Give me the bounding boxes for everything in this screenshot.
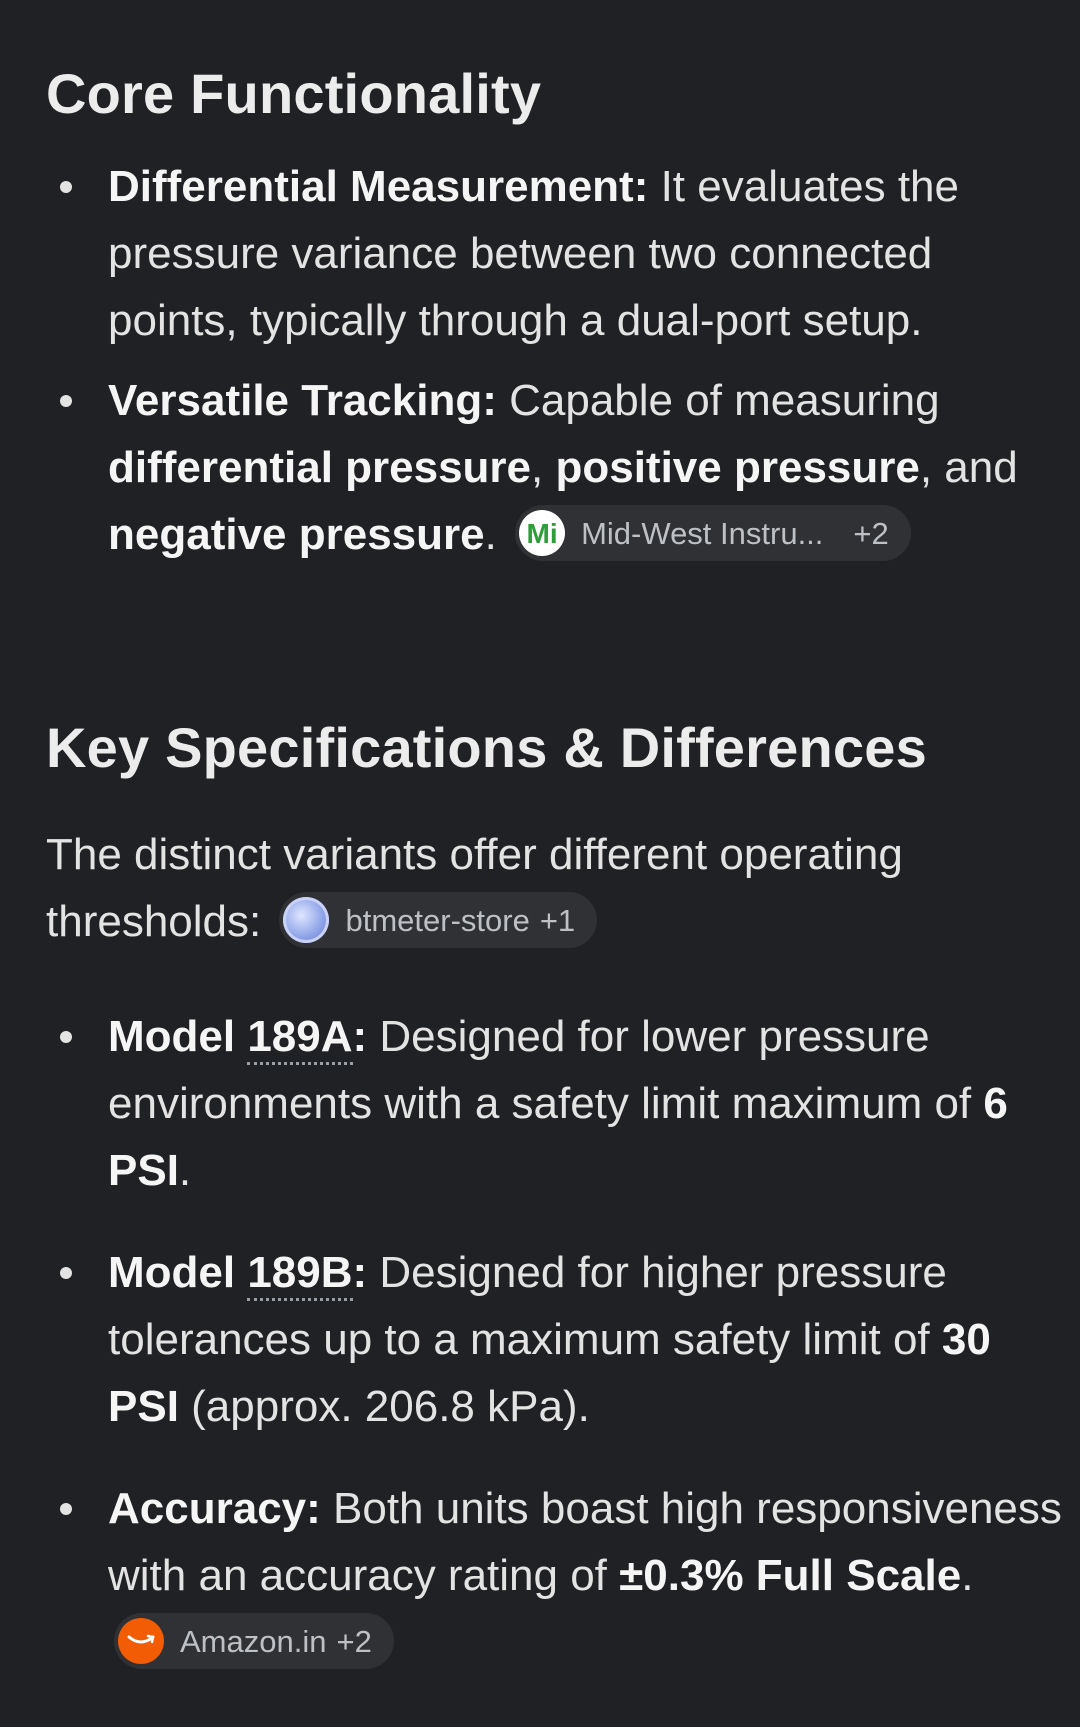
bold-term: differential pressure — [108, 443, 532, 492]
source-chip-label: btmeter-store — [345, 902, 530, 938]
list-item-text — [108, 1475, 1068, 1676]
list-item-model-189b — [46, 1239, 1036, 1440]
source-chip-count: +1 — [539, 902, 576, 938]
bullet-dot — [60, 181, 72, 193]
intro-paragraph — [46, 821, 1006, 955]
source-chip-label: Amazon.in — [180, 1623, 327, 1659]
bold-value: 6 PSI — [108, 1079, 1008, 1195]
list-item-model-189a — [46, 1003, 1036, 1204]
list-item-text — [108, 1003, 1068, 1204]
amazon-smile-icon — [126, 1632, 156, 1650]
model-link-189b[interactable]: 189B — [247, 1248, 352, 1301]
item-body: Capable of measuring — [496, 376, 940, 425]
list-item-differential-measurement — [46, 153, 1036, 354]
source-chip-btmeter[interactable] — [279, 892, 597, 948]
item-label: Differential Measurement: — [108, 162, 649, 211]
source-chip-label: Mid-West Instru... — [581, 515, 824, 551]
list-item-versatile-tracking — [46, 367, 1036, 568]
list-item-accuracy — [46, 1475, 1062, 1676]
bold-value: ±0.3% Full Scale — [619, 1551, 962, 1600]
label-prefix: Model — [108, 1248, 248, 1297]
bold-value: 30 PSI — [108, 1315, 991, 1431]
item-label: Accuracy: — [108, 1484, 321, 1533]
bullet-dot — [60, 1031, 72, 1043]
section-heading-key-specifications: Key Specifications & Differences — [46, 716, 927, 779]
list-item-text — [108, 153, 1068, 354]
item-suffix: (approx. 206.8 kPa). — [178, 1382, 590, 1431]
mid-west-logo-icon: Mi — [519, 510, 565, 556]
globe-icon — [283, 897, 329, 943]
source-chip-mid-west[interactable] — [515, 505, 911, 561]
item-body: Both units boast high responsiveness with an accuracy rating of — [108, 1484, 1062, 1600]
period: . — [178, 1146, 192, 1195]
item-body: Designed for higher pressure tolerances up to a maximum safety limit of — [108, 1248, 947, 1364]
separator: , — [531, 443, 556, 492]
bold-term: positive pressure — [555, 443, 920, 492]
bold-term: negative pressure — [108, 510, 485, 559]
bullet-dot — [60, 395, 72, 407]
model-link-189a[interactable]: 189A — [247, 1012, 352, 1065]
label-prefix: Model — [108, 1012, 248, 1061]
section-heading-core-functionality: Core Functionality — [46, 62, 542, 125]
source-chip-count: +2 — [336, 1623, 372, 1659]
period: . — [484, 510, 497, 559]
source-chip-count: +2 — [853, 515, 889, 551]
bullet-dot — [60, 1503, 72, 1515]
source-chip-amazon[interactable] — [114, 1613, 394, 1669]
item-label — [108, 1248, 367, 1301]
item-label — [108, 1012, 367, 1065]
item-body: It evaluates the pressure variance between two connected points, typically through a dual-port setup. — [108, 162, 960, 345]
intro-text: The distinct variants offer different operating thresholds: — [46, 830, 903, 946]
label-colon: : — [352, 1248, 368, 1297]
item-label: Versatile Tracking: — [108, 376, 497, 425]
period: . — [961, 1551, 974, 1600]
list-item-text — [108, 367, 1068, 568]
label-colon: : — [352, 1012, 368, 1061]
amazon-icon — [118, 1618, 164, 1664]
separator: , and — [919, 443, 1018, 492]
item-body: Designed for lower pressure environments with a safety limit maximum of — [108, 1012, 984, 1128]
bullet-dot — [60, 1267, 72, 1279]
list-item-text — [108, 1239, 1068, 1440]
